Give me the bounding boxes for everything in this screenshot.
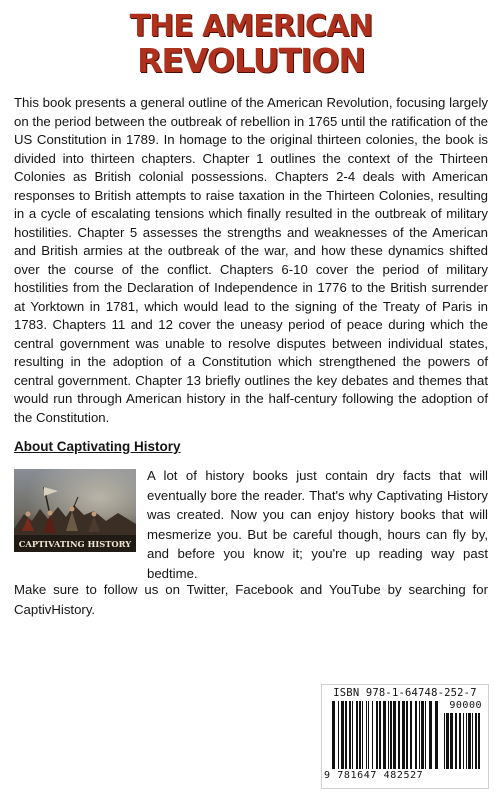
about-text: A lot of history books just contain dry facts that will eventually bore the reader. That's why Captivating History was created. Now you can enjoy history books that will mesmerize you. But be careful though, hours can fly by, and before you know it; you're up reading way past bedtime. [147,468,488,581]
logo-text: CAPTIVATING HISTORY [18,539,132,549]
isbn-barcode [321,684,489,789]
book-title [0,10,502,78]
title-line-2: REVOLUTION [136,41,366,80]
ean-digits: 9 781647 482527 [324,770,424,781]
battle-painting-image [14,469,136,552]
title-line-1: THE AMERICAN [129,9,373,44]
captivating-history-logo-image [14,469,136,552]
price-code: 90000 [449,700,482,711]
isbn-label: ISBN 978-1-64748-252-7 [333,687,477,699]
about-heading: About Captivating History [14,439,181,454]
ean-barcode-bars [332,701,442,771]
book-description: This book presents a general outline of the American Revolution, focusing largely on the period between the outbreak of rebellion in 1765 until the ratification of the US Constitution in 1789. In homage to the original thirteen colonies, the book is divided into thirteen chapters. Chapter 1 outlines the context of the Thirteen Colonies as British colonial possessions. Chapters 2-4 deals with American responses to British attempts to raise taxation in the Thirteen Colonies, resulting in a cycle of escalating tensions which finally resulted in the outbreak of military hostilities. Chapter 5 assesses the strengths and weaknesses of the American and British armies at the outbreak of the war, and how these dynamics shifted over the course of the conflict. Chapters 6-10 cover the period of military hostilities from the Declaration of Independence in 1776 to the British surrender at Yorktown in 1781, which would lead to the signing of the Treaty of Paris in 1783. Chapters 11 and 12 cover the uneasy period of peace during which the central government was unable to resolve disputes between individual states, resulting in the adoption of a Constitution which strengthened the powers of central government. Chapter 13 briefly outlines the key debates and themes that would run through American history in the half-century following the adoption of the Constitution. [14,95,488,425]
follow-us-text: Make sure to follow us on Twitter, Facebook and YouTube by searching for CaptivHistory. [14,582,488,617]
price-barcode-bars [444,713,484,771]
